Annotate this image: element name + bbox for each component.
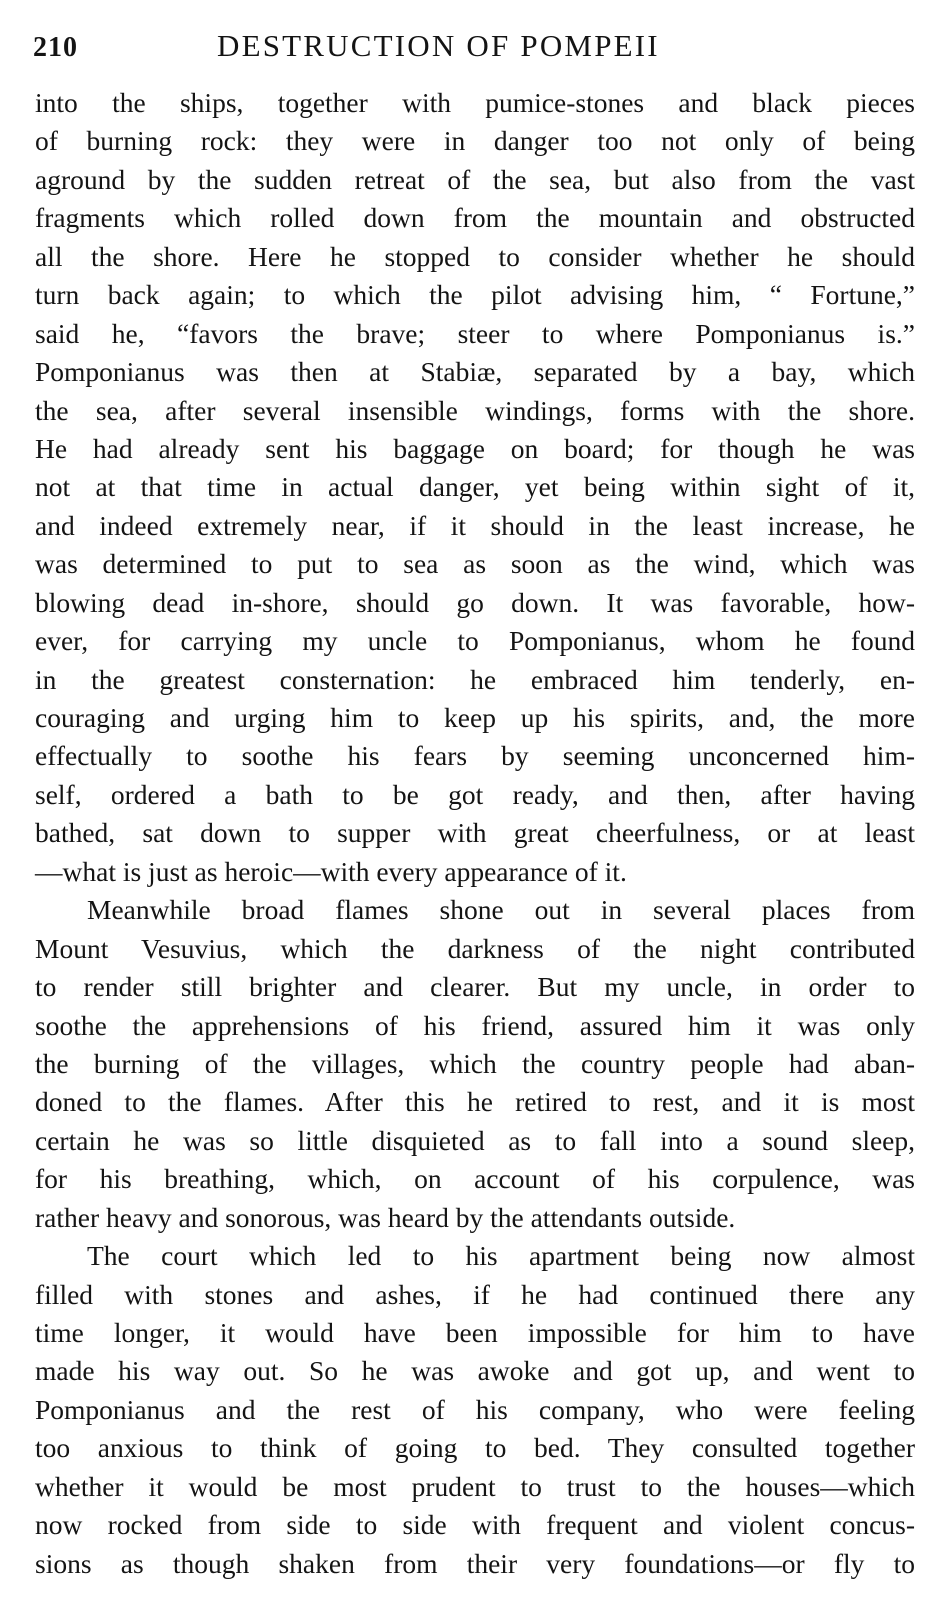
- text-line: Pomponianus and the rest of his company, who were feeling: [35, 1393, 915, 1425]
- text-line: for his breathing, which, on account of his corpulence, was: [35, 1163, 915, 1195]
- text-line: all the shore. Here he stopped to consider whether he should: [35, 240, 915, 272]
- body-text: [35, 84, 915, 1583]
- text-line: now rocked from side to side with frequent and violent concus-: [35, 1509, 915, 1541]
- text-line: He had already sent his baggage on board; for though he was: [35, 432, 915, 464]
- text-line: self, ordered a bath to be got ready, and then, after having: [35, 778, 915, 810]
- text-line: time longer, it would have been impossible for him to have: [35, 1317, 915, 1348]
- text-line: doned to the flames. After this he retired to rest, and it is most: [35, 1086, 915, 1118]
- text-line: ever, for carrying my uncle to Pomponianus, whom he found: [35, 625, 915, 657]
- text-line: said he, “favors the brave; steer to where Pomponianus is.”: [35, 317, 915, 349]
- text-line: effectually to soothe his fears by seeming unconcerned him-: [35, 740, 915, 772]
- page-number: 210: [33, 32, 78, 63]
- text-line: aground by the sudden retreat of the sea, but also from the vast: [35, 163, 915, 195]
- text-line: of burning rock: they were in danger too not only of being: [35, 125, 915, 157]
- text-line: bathed, sat down to supper with great cheerfulness, or at least: [35, 817, 915, 849]
- text-line: the sea, after several insensible windings, forms with the shore.: [35, 394, 915, 426]
- text-line: too anxious to think of going to bed. They consulted together: [35, 1432, 915, 1464]
- text-line: soothe the apprehensions of his friend, assured him it was only: [35, 1009, 915, 1041]
- text-line: sions as though shaken from their very foundations—or fly to: [35, 1547, 915, 1579]
- text-line: turn back again; to which the pilot advising him, “ Fortune,”: [35, 279, 915, 311]
- text-line: Mount Vesuvius, which the darkness of the night contributed: [35, 932, 915, 964]
- text-line: couraging and urging him to keep up his spirits, and, the more: [35, 702, 915, 733]
- text-line: made his way out. So he was awoke and got up, and went to: [35, 1355, 915, 1387]
- running-head: [33, 28, 913, 68]
- text-line: —what is just as heroic—with every appearance of it.: [35, 855, 627, 887]
- text-line: filled with stones and ashes, if he had continued there any: [35, 1278, 915, 1310]
- text-line: certain he was so little disquieted as to fall into a sound sleep,: [35, 1124, 915, 1156]
- text-line: in the greatest consternation: he embraced him tenderly, en-: [35, 663, 915, 695]
- text-line: was determined to put to sea as soon as the wind, which was: [35, 548, 915, 580]
- text-line: to render still brighter and clearer. But my uncle, in order to: [35, 971, 915, 1003]
- text-line: fragments which rolled down from the mountain and obstructed: [35, 202, 915, 234]
- text-line: into the ships, together with pumice-stones and black pieces: [35, 87, 915, 118]
- text-line: rather heavy and sonorous, was heard by the attendants outside.: [35, 1201, 736, 1233]
- text-line: blowing dead in-shore, should go down. It was favorable, how-: [35, 586, 915, 618]
- text-line: not at that time in actual danger, yet being within sight of it,: [35, 471, 915, 503]
- running-title: DESTRUCTION OF POMPEII: [217, 28, 660, 63]
- text-line: Meanwhile broad flames shone out in several places from: [87, 894, 915, 926]
- text-line: the burning of the villages, which the country people had aban-: [35, 1047, 915, 1079]
- text-line: and indeed extremely near, if it should in the least increase, he: [35, 509, 915, 541]
- text-line: whether it would be most prudent to trust to the houses—which: [35, 1470, 915, 1502]
- text-line: Pomponianus was then at Stabiæ, separated by a bay, which: [35, 356, 915, 388]
- text-line: The court which led to his apartment being now almost: [87, 1240, 915, 1272]
